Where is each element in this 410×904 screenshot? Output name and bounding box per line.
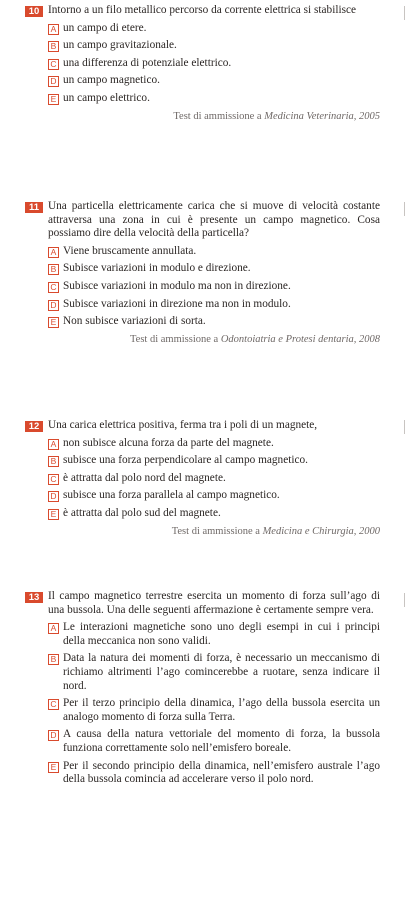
option-letter: A (48, 623, 59, 634)
option-letter: A (48, 439, 59, 450)
question-number: 12 (25, 421, 43, 432)
answer-options (48, 437, 380, 521)
option-letter: A (48, 247, 59, 258)
source-prefix: Test di ammissione a (171, 525, 260, 537)
answer-option[interactable] (48, 760, 380, 787)
answer-option[interactable] (48, 472, 380, 486)
question-text: Una particella elettricamente carica che si muove di velocità costante attraversa una zona in cui è presente un campo magnetico. Cosa possiamo dire della velocità della particella? (48, 200, 380, 240)
option-letter: D (48, 300, 59, 311)
option-text: Viene bruscamente annullata. (63, 244, 197, 257)
question-11 (0, 200, 410, 346)
source-citation (0, 110, 380, 124)
answer-option[interactable] (48, 437, 380, 451)
answer-option[interactable] (48, 621, 380, 648)
option-text: un campo elettrico. (63, 91, 150, 104)
answer-option[interactable] (48, 489, 380, 503)
option-text: A causa della natura vettoriale del momento di forza, la bussola funziona correttamente solo nell’emisfero boreale. (63, 728, 380, 754)
option-letter: B (48, 264, 59, 275)
answer-option[interactable] (48, 507, 380, 521)
option-text: non subisce alcuna forza da parte del magnete. (63, 436, 274, 449)
option-text: Subisce variazioni in modulo e direzione. (63, 262, 251, 275)
option-letter: B (48, 654, 59, 665)
option-letter: D (48, 491, 59, 502)
option-letter: C (48, 282, 59, 293)
question-10 (0, 4, 410, 123)
question-number: 10 (25, 6, 43, 17)
option-text: un campo gravitazionale. (63, 39, 177, 52)
source-name: Odontoiatria e Protesi dentaria, 2008 (220, 333, 380, 345)
answer-option[interactable] (48, 652, 380, 693)
answer-option[interactable] (48, 315, 380, 329)
option-text: Per il terzo principio della dinamica, l’ago della bussola esercita un analogo momento di forza sulla Terra. (63, 697, 380, 723)
source-prefix: Test di ammissione a (173, 110, 262, 122)
answer-option[interactable] (48, 245, 380, 259)
answer-options (48, 22, 380, 106)
option-letter: C (48, 699, 59, 710)
question-text: Il campo magnetico terrestre esercita un momento di forza sull’ago di una bussola. Una delle seguenti affermazione è certamente sempre vera. (48, 590, 380, 616)
answer-option[interactable] (48, 262, 380, 276)
option-letter: E (48, 94, 59, 105)
option-letter: E (48, 317, 59, 328)
option-letter: B (48, 41, 59, 52)
option-text: un campo di etere. (63, 21, 147, 34)
question-text: Intorno a un filo metallico percorso da corrente elettrica si stabilisce (48, 4, 357, 16)
option-letter: D (48, 76, 59, 87)
source-name: Medicina e Chirurgia, 2000 (262, 525, 380, 537)
option-letter: B (48, 456, 59, 467)
option-text: è attratta dal polo nord del magnete. (63, 471, 226, 484)
question-12 (0, 419, 410, 538)
answer-option[interactable] (48, 22, 380, 36)
option-text: subisce una forza perpendicolare al campo magnetico. (63, 454, 308, 467)
question-text: Una carica elettrica positiva, ferma tra i poli di un magnete, (48, 419, 318, 431)
option-letter: E (48, 762, 59, 773)
answer-option[interactable] (48, 697, 380, 724)
source-citation (0, 525, 380, 539)
option-text: subisce una forza parallela al campo magnetico. (63, 489, 280, 502)
option-text: Subisce variazioni in modulo ma non in direzione. (63, 279, 291, 292)
answer-option[interactable] (48, 57, 380, 71)
answer-options (48, 621, 380, 787)
source-name: Medicina Veterinaria, 2005 (264, 110, 380, 122)
option-text: Le interazioni magnetiche sono uno degli esempi in cui i principi della meccanica non sono validi. (63, 621, 380, 647)
answer-option[interactable] (48, 454, 380, 468)
option-letter: A (48, 24, 59, 35)
option-text: è attratta dal polo sud del magnete. (63, 506, 221, 519)
option-letter: D (48, 730, 59, 741)
answer-option[interactable] (48, 298, 380, 312)
answer-option[interactable] (48, 74, 380, 88)
answer-option[interactable] (48, 92, 380, 106)
source-prefix: Test di ammissione a (130, 333, 219, 345)
answer-option[interactable] (48, 280, 380, 294)
option-letter: C (48, 474, 59, 485)
question-number: 13 (25, 592, 43, 603)
option-text: Non subisce variazioni di sorta. (63, 315, 206, 328)
question-13 (0, 590, 410, 791)
option-letter: C (48, 59, 59, 70)
answer-options (48, 245, 380, 329)
option-text: Per il secondo principio della dinamica, nell’emisfero australe l’ago della bussola comincia ad accelerare verso il polo nord. (63, 759, 380, 786)
option-letter: E (48, 509, 59, 520)
option-text: Data la natura dei momenti di forza, è necessario un meccanismo di richiamo altrimenti l’ago comincerebbe a ruotare, senza indicare il nord. (63, 652, 380, 692)
answer-option[interactable] (48, 39, 380, 53)
option-text: un campo magnetico. (63, 74, 160, 87)
answer-option[interactable] (48, 728, 380, 755)
question-number: 11 (25, 202, 43, 213)
source-citation (0, 333, 380, 347)
option-text: una differenza di potenziale elettrico. (63, 56, 232, 69)
option-text: Subisce variazioni in direzione ma non in modulo. (63, 297, 291, 310)
